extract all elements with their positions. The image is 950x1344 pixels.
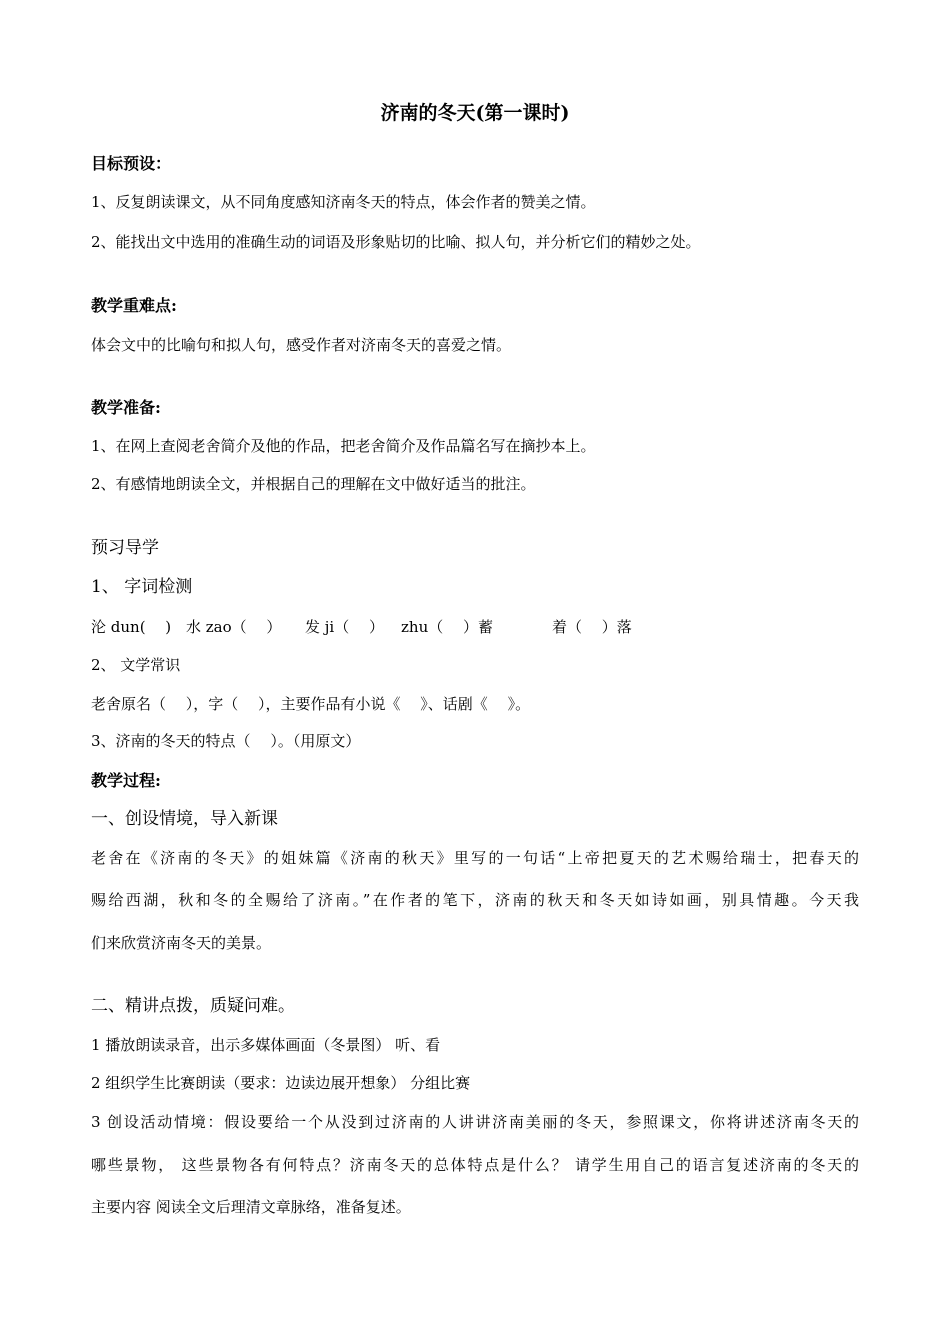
step2-item-3-line: 哪些景物， 这些景物各有何特点？济南冬天的总体特点是什么？ 请学生用自己的语言复述济南的冬天的 [91, 1156, 859, 1174]
step2-item-3-line: 主要内容 阅读全文后理清文章脉络，准备复述。 [91, 1198, 411, 1216]
goal-item-1: 1、反复朗读课文，从不同角度感知济南冬天的特点，体会作者的赞美之情。 [91, 193, 596, 211]
preparation-heading: 教学准备: [91, 398, 161, 417]
key-points-heading: 教学重难点: [91, 296, 177, 315]
page-title: 济南的冬天(第一课时) [380, 102, 570, 124]
word-check-row [91, 617, 691, 637]
literature-heading: 2、 文学常识 [91, 656, 181, 674]
goals-heading: 目标预设： [91, 154, 172, 173]
preparation-item-2: 2、有感情地朗读全文，并根据自己的理解在文中做好适当的批注。 [91, 475, 536, 493]
word-check-item: 水 zao（ ） [186, 618, 282, 636]
step2-item-3-line: 3 创设活动情境：假设要给一个从没到过济南的人讲讲济南美丽的冬天，参照课文，你将讲述济南冬天的 [91, 1113, 859, 1131]
step2-heading: 二、精讲点拨，质疑问难。 [91, 996, 295, 1016]
word-check-item: 发 ji（ ） [305, 618, 384, 636]
goal-item-2: 2、能找出文中选用的准确生动的词语及形象贴切的比喻、拟人句，并分析它们的精妙之处。 [91, 233, 701, 251]
word-check-heading: 1、 字词检测 [91, 577, 193, 597]
word-check-item: 着（ ）落 [552, 618, 632, 636]
step2-item-1: 1 播放朗读录音，出示多媒体画面（冬景图） 听、看 [91, 1036, 441, 1054]
word-check-item: zhu（ ）蓄 [401, 618, 493, 636]
key-points-text: 体会文中的比喻句和拟人句，感受作者对济南冬天的喜爱之情。 [91, 336, 512, 354]
step2-item-2: 2 组织学生比赛朗读（要求：边读边展开想象） 分组比赛 [91, 1074, 471, 1092]
step1-paragraph-line: 们来欣赏济南冬天的美景。 [91, 934, 272, 952]
step1-heading: 一、创设情境，导入新课 [91, 809, 278, 829]
word-check-item: 沦 dun( ) [91, 618, 172, 636]
preview-heading: 预习导学 [91, 538, 159, 558]
step1-paragraph-line: 老舍在《济南的冬天》的姐妹篇《济南的秋天》里写的一句话“上帝把夏天的艺术赐给瑞士，把春天的 [91, 849, 859, 867]
process-heading: 教学过程: [91, 771, 161, 790]
step1-paragraph-line: 赐给西湖，秋和冬的全赐给了济南。”在作者的笔下，济南的秋天和冬天如诗如画，别具情趣。今天我 [91, 891, 859, 909]
literature-text: 老舍原名（ ），字（ ），主要作品有小说《 》、话剧《 》。 [91, 695, 531, 713]
feature-question: 3、济南的冬天的特点（ ）。（用原文） [91, 732, 361, 750]
preparation-item-1: 1、在网上查阅老舍简介及他的作品，把老舍简介及作品篇名写在摘抄本上。 [91, 437, 596, 455]
